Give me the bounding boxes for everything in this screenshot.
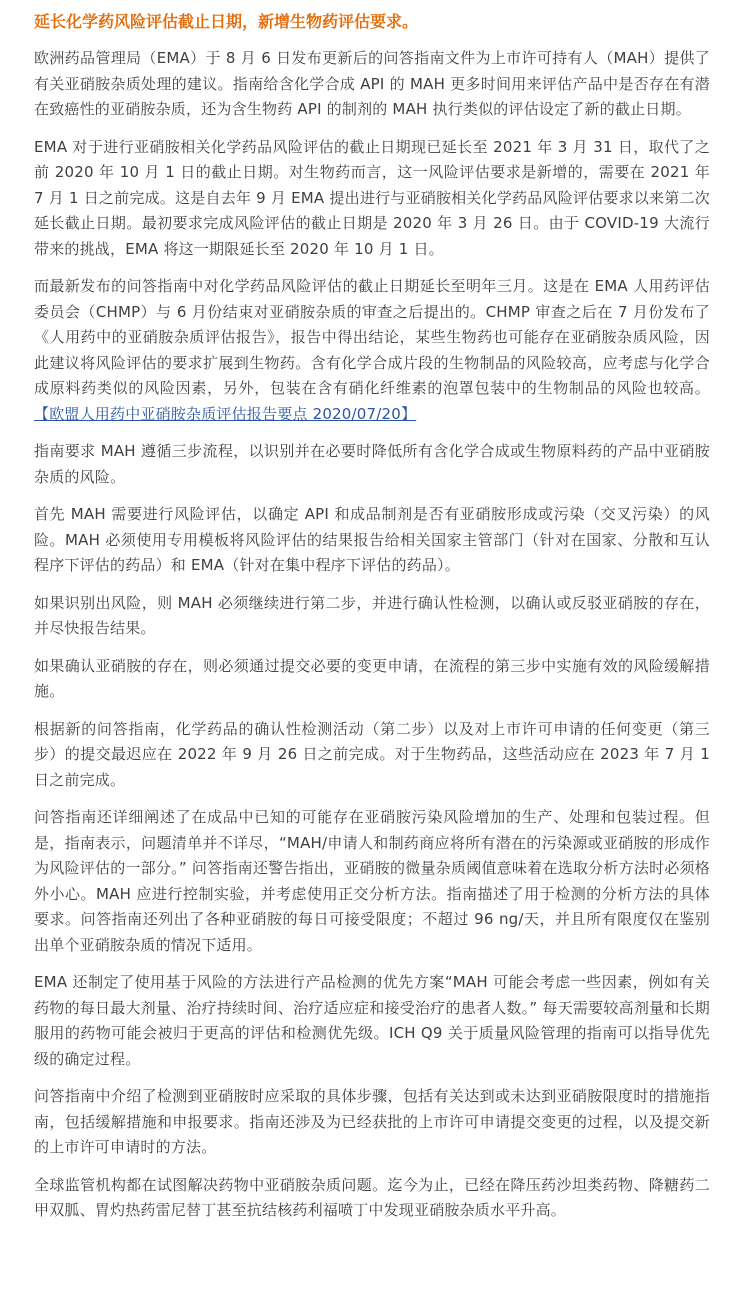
paragraph-three-step-process: 指南要求 MAH 遵循三步流程，以识别并在必要时降低所有含化学合成或生物原料药的产品中亚硝胺杂质的风险。 — [34, 442, 710, 486]
article-headline: 延长化学药风险评估截止日期，新增生物药评估要求。 — [34, 12, 419, 31]
paragraph-step-three-mitigation: 如果确认亚硝胺的存在，则必须通过提交必要的变更申请，在流程的第三步中实施有效的风险缓解措施。 — [34, 656, 710, 700]
paragraph-ema-update: 欧洲药品管理局（EMA）于 8 月 6 日发布更新后的问答指南文件为上市许可持有人（MAH）提供了有关亚硝胺杂质处理的建议。指南给含化学合成 API 的 MAH 更多时间用来评估产品中是否存在有潜在致癌性的亚硝胺杂质，还为含生物药 API 的制剂的 MAH 执行类似的评估设定了新的截止日期。 — [34, 49, 710, 118]
chmp-review-text: 而最新发布的问答指南中对化学药品风险评估的截止日期延长至明年三月。这是在 EMA 人用药评估委员会（CHMP）与 6 月份结束对亚硝胺杂质的审查之后提出的。CHMP 审查之后在 7 月份发布了《人用药中的亚硝胺杂质评估报告》，报告中得出结论，某些生物药也可能存在亚硝胺杂质风险，因此建议将风险评估的要求扩展到生物药。含有化学合成片段的生物制品的风险较高，应考虑与化学合成原料药类似的风险因素，另外，包装在含有硝化纤维素的泡罩包装中的生物制品的风险也较高。 — [34, 277, 710, 397]
report-summary-link[interactable]: 【欧盟人用药中亚硝胺杂质评估报告要点 2020/07/20】 — [34, 404, 417, 423]
paragraph-risk-based-prioritization: EMA 还制定了使用基于风险的方法进行产品检测的优先方案“MAH 可能会考虑一些因素，例如有关药物的每日最大剂量、治疗持续时间、治疗适应症和接受治疗的患者人数。” 每天需要较高剂量和长期服用的药物可能会被归于更高的评估和检测优先级。ICH Q9 关于质量风险管理的指南可以指导优先级的确定过程。 — [34, 973, 710, 1068]
paragraph-global-regulators: 全球监管机构都在试图解决药物中亚硝胺杂质问题。迄今为止，已经在降压药沙坦类药物、降糖药二甲双胍、胃灼热药雷尼替丁甚至抗结核药利福喷丁中发现亚硝胺杂质水平升高。 — [34, 1175, 710, 1219]
paragraph-step-two-confirmatory-testing: 如果识别出风险，则 MAH 必须继续进行第二步，并进行确认性检测，以确认或反驳亚硝胺的存在，并尽快报告结果。 — [34, 593, 710, 637]
paragraph-contamination-risks: 问答指南还详细阐述了在成品中已知的可能存在亚硝胺污染风险增加的生产、处理和包装过程。但是，指南表示，问题清单并不详尽，“MAH/申请人和制药商应将所有潜在的污染源或亚硝胺的形成作为风险评估的一部分。” 问答指南还警告指出，亚硝胺的微量杂质阈值意味着在选取分析方法时必须格外小心。MAH 应进行控制实验，并考虑使用正交分析方法。指南描述了用于检测的分析方法的具体要求。问答指南还列出了各种亚硝胺的每日可接受限度；不超过 96 ng/天，并且所有限度仅在鉴别出单个亚硝胺杂质的情况下适用。 — [34, 808, 710, 954]
paragraph-detection-steps: 问答指南中介绍了检测到亚硝胺时应采取的具体步骤，包括有关达到或未达到亚硝胺限度时的措施指南，包括缓解措施和申报要求。指南还涉及为已经获批的上市许可申请提交变更的过程，以及提交新的上市许可申请时的方法。 — [34, 1087, 710, 1156]
paragraph-deadline-extension: EMA 对于进行亚硝胺相关化学药品风险评估的截止日期现已延长至 2021 年 3 月 31 日，取代了之前 2020 年 10 月 1 日的截止日期。对生物药而言，这一风险评估要求是新增的，需要在 2021 年 7 月 1 日之前完成。这是自去年 9 月 EMA 提出进行与亚硝胺相关化学药品风险评估要求以来第二次延长截止日期。最初要求完成风险评估的截止日期是 2020 年 3 月 26 日。由于 COVID-19 大流行带来的挑战，EMA 将这一期限延长至 2020 年 10 月 1 日。 — [34, 137, 710, 258]
paragraph-chmp-review — [34, 274, 710, 427]
paragraph-new-deadlines: 根据新的问答指南，化学药品的确认性检测活动（第二步）以及对上市许可申请的任何变更（第三步）的提交最迟应在 2022 年 9 月 26 日之前完成。对于生物药品，这些活动应在 2023 年 7 月 1 日之前完成。 — [34, 719, 710, 789]
paragraph-step-one-risk-evaluation: 首先 MAH 需要进行风险评估，以确定 API 和成品制剂是否有亚硝胺形成或污染（交叉污染）的风险。MAH 必须使用专用模板将风险评估的结果报告给相关国家主管部门（针对在国家、分散和互认程序下评估的药品）和 EMA（针对在集中程序下评估的药品）。 — [34, 505, 710, 574]
